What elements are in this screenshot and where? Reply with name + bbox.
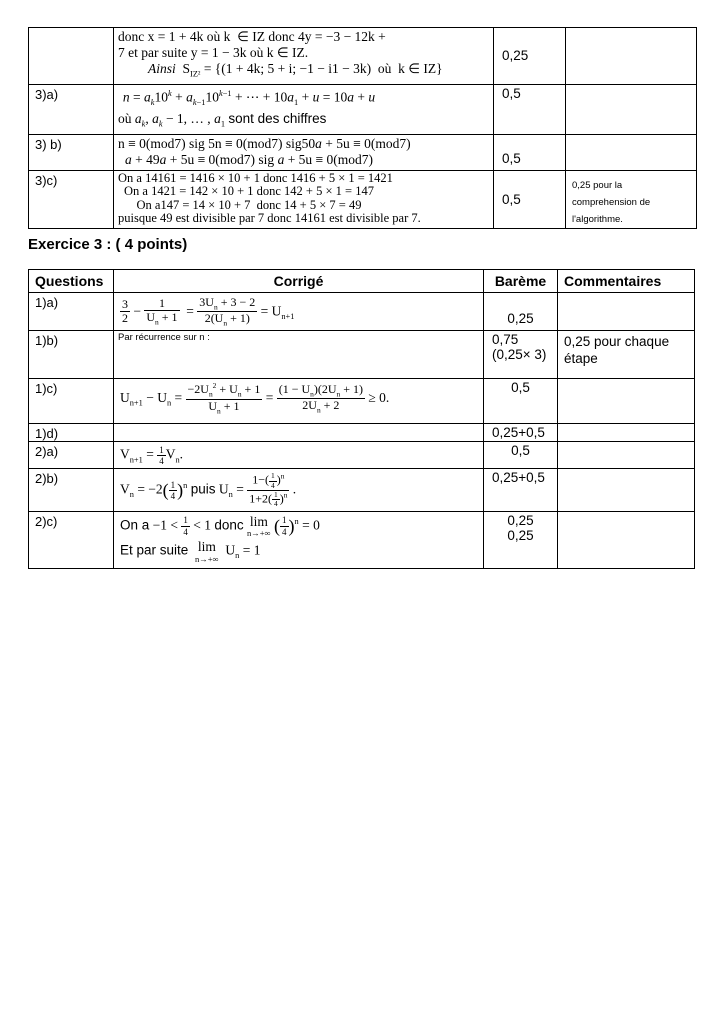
question-cell: 2)a) xyxy=(29,442,114,469)
bareme-cell: 0,25 0,25 xyxy=(484,511,558,568)
corrige-cell: On a −1 < $\frac{1}{4}$ < 1 donc lim n→+∞ ( $\frac{1}{4}$ )$^n$ = 0 Et par suite lim n→+∞ $U_n = 1$ xyxy=(114,511,484,568)
question-cell: 3)c) xyxy=(29,170,114,228)
corrige-cell: On a 14161 = 1416 × 10 + 1 donc 1416 + 5 × 1 = 1421 On a 1421 = 142 × 10 + 1 donc 142 + 5 × 1 = 147 On a147 = 14 × 10 + 7 donc 14 + 5 × 7 = 49 puisque 49 est divisible par 7 donc 14161 est divisible par 7. xyxy=(114,170,494,228)
table-row xyxy=(29,28,697,85)
header-bareme: Barème xyxy=(484,269,558,292)
comment-cell xyxy=(558,379,695,424)
header-row xyxy=(29,269,695,292)
exercise3-title: Exercice 3 : ( 4 points) xyxy=(28,235,188,253)
bareme-cell: 0,25 xyxy=(494,28,566,85)
comment-cell xyxy=(558,511,695,568)
exercise2-correction-table xyxy=(28,27,697,229)
corrige-cell: Par récurrence sur n : xyxy=(114,331,484,379)
exercise3-correction-table xyxy=(28,269,695,569)
question-cell: 1)c) xyxy=(29,379,114,424)
bareme-cell: 0,25 xyxy=(484,292,558,330)
header-questions: Questions xyxy=(29,269,114,292)
question-cell xyxy=(29,28,114,85)
table-row xyxy=(29,442,695,469)
bareme-cell: 0,5 xyxy=(494,170,566,228)
bareme-cell: 0,5 xyxy=(494,84,566,134)
comment-cell xyxy=(558,469,695,512)
corrige-cell: $n = a_k10^k + a_{k-1}10^{k-1}$ + ⋯ + $10a_1 + u = 10a + u$ où $a_k$, $a_k - 1$, … , $a_1$ sont des chiffres xyxy=(114,84,494,134)
question-cell: 1)b) xyxy=(29,331,114,379)
question-cell: 1)a) xyxy=(29,292,114,330)
question-cell: 3)a) xyxy=(29,84,114,134)
comment-cell xyxy=(566,28,697,85)
corrige-cell: n ≡ 0(mod7) sig 5n ≡ 0(mod7) sig50a + 5u ≡ 0(mod7) a + 49a + 5u ≡ 0(mod7) sig a + 5u ≡ 0(mod7) xyxy=(114,134,494,170)
corrige-cell xyxy=(114,424,484,442)
table-row xyxy=(29,469,695,512)
table-row xyxy=(29,84,697,134)
table-row xyxy=(29,379,695,424)
comment-cell: 0,25 pour chaque étape xyxy=(558,331,695,379)
bareme-cell: 0,25+0,5 xyxy=(484,424,558,442)
comment-cell xyxy=(558,442,695,469)
question-cell: 1)d) xyxy=(29,424,114,442)
bareme-cell: 0,5 xyxy=(484,379,558,424)
header-commentaires: Commentaires xyxy=(558,269,695,292)
bareme-cell: 0,5 xyxy=(484,442,558,469)
bareme-cell: 0,75 (0,25× 3) xyxy=(484,331,558,379)
comment-cell xyxy=(558,424,695,442)
table-row xyxy=(29,170,697,228)
header-corrige: Corrigé xyxy=(114,269,484,292)
bareme-cell: 0,5 xyxy=(494,134,566,170)
corrige-cell: donc x = 1 + 4k où k ∈ IZ donc 4y = −3 − 12k + 7 et par suite y = 1 − 3k où k ∈ IZ. Ainsi $S_{IZ^2} = \{(1 + 4k$; 5 + i; −1 − i1 − 3k) où k ∈ IZ} xyxy=(114,28,494,85)
question-cell: 3) b) xyxy=(29,134,114,170)
corrige-cell: $U_{n+1} - U_n$ = $\frac{-2U_n^2 + U_n + 1}{U_n + 1}$ = $\frac{(1 - U_n)(2U_n + 1)}{2U_n + 2}$ ≥ 0. xyxy=(114,379,484,424)
comment-cell: 0,25 pour la comprehension de l'algorithme. xyxy=(566,170,697,228)
corrige-cell: $V_{n+1}$ = $\frac{1}{4}$ $V_n$. xyxy=(114,442,484,469)
table-row xyxy=(29,511,695,568)
question-cell: 2)b) xyxy=(29,469,114,512)
comment-cell xyxy=(566,134,697,170)
comment-cell xyxy=(566,84,697,134)
table-row xyxy=(29,331,695,379)
table-row xyxy=(29,424,695,442)
bareme-cell: 0,25+0,5 xyxy=(484,469,558,512)
table-row xyxy=(29,292,695,330)
corrige-cell: $V_n = -2$( $\frac{1}{4}$ )$^n$ puis $U_n$ = 1−( $\frac{1}{4}$ )$^n$ 1+2( $\frac{1}{4}$ )$^n$ . xyxy=(114,469,484,512)
corrige-cell: $\frac{3}{2}$ − $\frac{1}{U_n + 1}$ = $\frac{3U_n + 3 - 2}{2(U_n + 1)}$ = $U_{n+1}$ xyxy=(114,292,484,330)
comment-cell xyxy=(558,292,695,330)
question-cell: 2)c) xyxy=(29,511,114,568)
table-row xyxy=(29,134,697,170)
